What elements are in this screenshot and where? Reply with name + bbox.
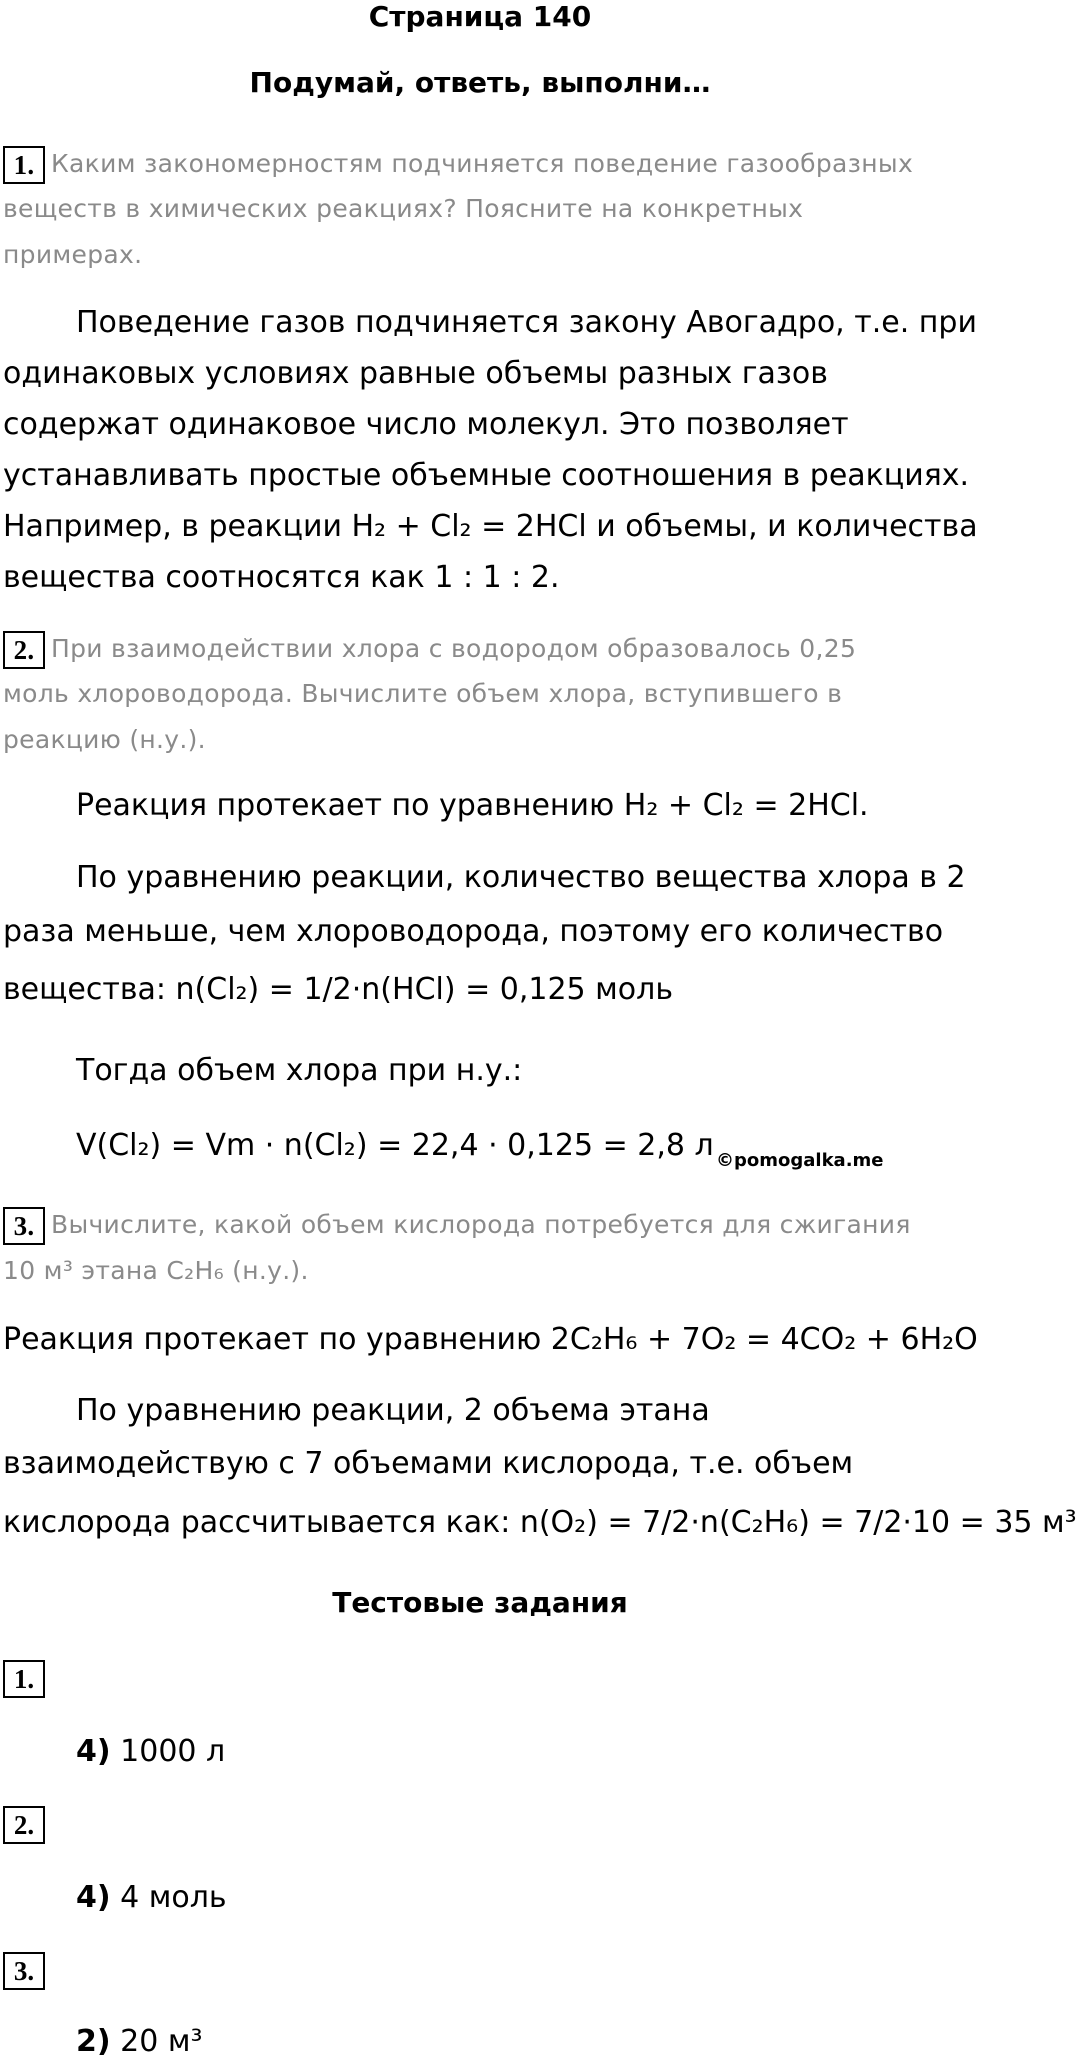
test-2-number-wrap bbox=[3, 1806, 45, 1844]
q2-answer-2: По уравнению реакции, количество вещества хлора в 2 bbox=[76, 860, 966, 895]
q2-answer-1: Реакция протекает по уравнению H₂ + Cl₂ = 2HCl. bbox=[76, 788, 869, 823]
test-3-number-wrap bbox=[3, 1952, 45, 1990]
test-1-answer-prefix: 4) bbox=[76, 1734, 111, 1769]
q2-text-1: При взаимодействии хлора с водородом образовалось 0,25 bbox=[51, 634, 857, 663]
q2-line-1 bbox=[3, 631, 856, 669]
section-title: Подумай, ответь, выполни… bbox=[249, 66, 711, 99]
q3-answer-1: Реакция протекает по уравнению 2C₂H₆ + 7O₂ = 4CO₂ + 6H₂O bbox=[3, 1322, 978, 1357]
q1-line-1 bbox=[3, 146, 913, 184]
test-3-answer-prefix: 2) bbox=[76, 2024, 111, 2059]
q1-answer-3: содержат одинаковое число молекул. Это позволяет bbox=[3, 407, 849, 442]
test-2-answer bbox=[76, 1880, 227, 1915]
tests-title: Тестовые задания bbox=[332, 1586, 628, 1619]
q2-answer-6: V(Cl₂) = Vm · n(Cl₂) = 22,4 · 0,125 = 2,8 л bbox=[76, 1128, 714, 1163]
watermark: ©pomogalka.me bbox=[716, 1150, 884, 1171]
page-title: Страница 140 bbox=[368, 0, 592, 33]
test-2-number-box: 2. bbox=[3, 1806, 45, 1844]
test-2-answer-value: 4 моль bbox=[120, 1880, 227, 1915]
q2-text-2: моль хлороводорода. Вычислите объем хлора, вступившего в bbox=[3, 679, 843, 708]
q2-answer-4: вещества: n(Cl₂) = 1/2·n(HCl) = 0,125 моль bbox=[3, 972, 674, 1007]
q3-text-2: 10 м³ этана C₂H₆ (н.у.). bbox=[3, 1256, 309, 1285]
test-2-answer-prefix: 4) bbox=[76, 1880, 111, 1915]
q2-number-box: 2. bbox=[3, 631, 45, 669]
q3-answer-2: По уравнению реакции, 2 объема этана bbox=[76, 1393, 710, 1428]
test-3-answer-value: 20 м³ bbox=[120, 2024, 203, 2059]
q1-answer-4: устанавливать простые объемные соотношения в реакциях. bbox=[3, 458, 970, 493]
test-1-answer-value: 1000 л bbox=[120, 1734, 226, 1769]
test-3-answer bbox=[76, 2024, 203, 2059]
q2-answer-5: Тогда объем хлора при н.у.: bbox=[76, 1053, 523, 1088]
q3-answer-3: взаимодействую с 7 объемами кислорода, т.е. объем bbox=[3, 1446, 854, 1481]
q3-text-1: Вычислите, какой объем кислорода потребуется для сжигания bbox=[51, 1210, 911, 1239]
q1-answer-2: одинаковых условиях равные объемы разных газов bbox=[3, 356, 828, 391]
q1-answer-5: Например, в реакции H₂ + Cl₂ = 2HCl и объемы, и количества bbox=[3, 509, 978, 544]
q1-text-1: Каким закономерностям подчиняется поведение газообразных bbox=[51, 149, 914, 178]
q1-answer-1: Поведение газов подчиняется закону Авогадро, т.е. при bbox=[76, 305, 977, 340]
q1-text-2: веществ в химических реакциях? Поясните на конкретных bbox=[3, 194, 804, 223]
test-1-number-wrap bbox=[3, 1660, 45, 1698]
q3-number-box: 3. bbox=[3, 1207, 45, 1245]
q1-text-3: примерах. bbox=[3, 240, 143, 269]
q2-text-3: реакцию (н.у.). bbox=[3, 725, 206, 754]
test-1-number-box: 1. bbox=[3, 1660, 45, 1698]
q3-answer-4: кислорода рассчитывается как: n(O₂) = 7/2·n(C₂H₆) = 7/2·10 = 35 м³ bbox=[3, 1505, 1077, 1540]
test-3-number-box: 3. bbox=[3, 1952, 45, 1990]
q1-answer-6: вещества соотносятся как 1 : 1 : 2. bbox=[3, 560, 560, 595]
test-1-answer bbox=[76, 1734, 225, 1769]
q2-answer-3: раза меньше, чем хлороводорода, поэтому его количество bbox=[3, 914, 944, 949]
q3-line-1 bbox=[3, 1207, 911, 1245]
q1-number-box: 1. bbox=[3, 146, 45, 184]
